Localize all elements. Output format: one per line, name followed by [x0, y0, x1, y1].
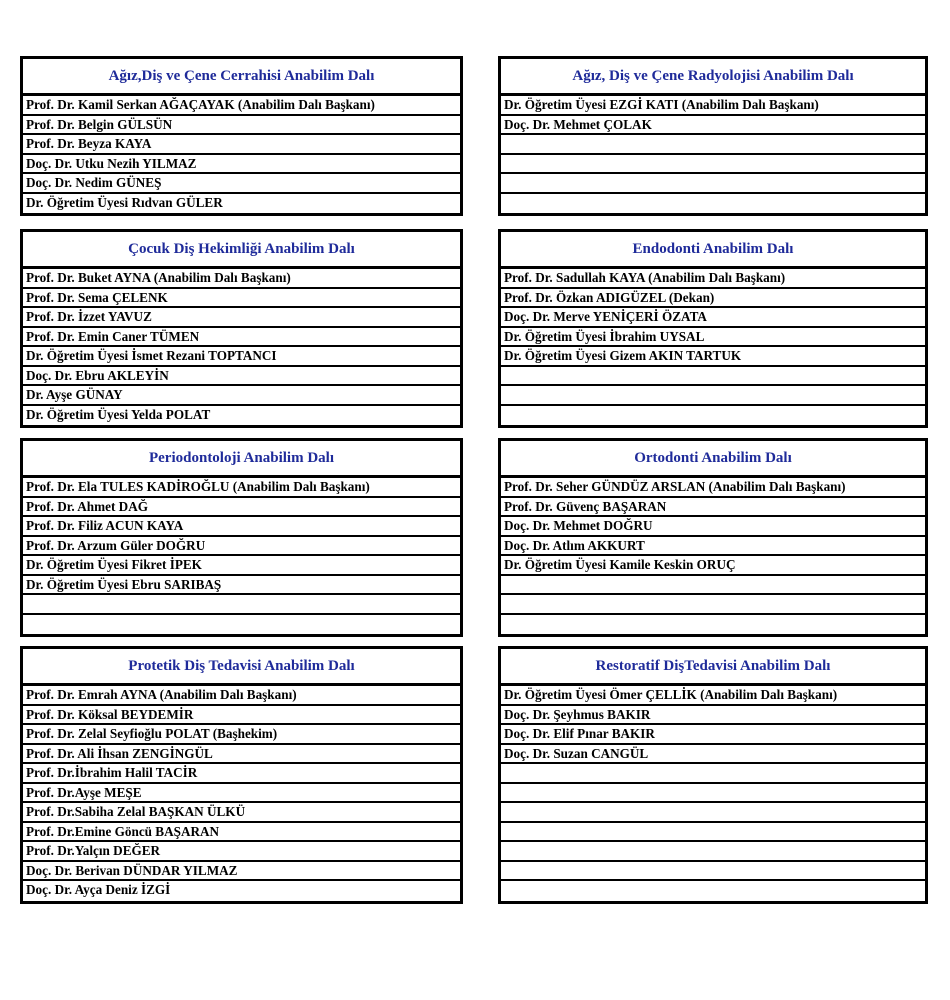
faculty-member-row: Dr. Ayşe GÜNAY: [23, 386, 460, 406]
department-panel: [498, 438, 928, 637]
faculty-member-row: [501, 386, 925, 406]
faculty-member-row: Prof. Dr. Sema ÇELENK: [23, 289, 460, 309]
department-panel: [20, 646, 463, 904]
faculty-member-row: Prof. Dr.Yalçın DEĞER: [23, 842, 460, 862]
faculty-member-row: Prof. Dr. Emrah AYNA (Anabilim Dalı Başkanı): [23, 686, 460, 706]
faculty-member-row: Prof. Dr. Güvenç BAŞARAN: [501, 498, 925, 518]
department-panel: [498, 229, 928, 428]
faculty-member-row: Prof. Dr. Ali İhsan ZENGİNGÜL: [23, 745, 460, 765]
faculty-member-row: [23, 595, 460, 615]
faculty-member-row: Prof. Dr. Ela TULES KADİROĞLU (Anabilim Dalı Başkanı): [23, 478, 460, 498]
faculty-member-row: Prof. Dr. Buket AYNA (Anabilim Dalı Başkanı): [23, 269, 460, 289]
faculty-member-row: [501, 194, 925, 214]
faculty-member-row: Prof. Dr. Beyza KAYA: [23, 135, 460, 155]
faculty-member-row: [501, 823, 925, 843]
faculty-member-row: Dr. Öğretim Üyesi İbrahim UYSAL: [501, 328, 925, 348]
faculty-member-row: [23, 615, 460, 635]
faculty-member-row: Prof. Dr. Köksal BEYDEMİR: [23, 706, 460, 726]
department-title: Restoratif DişTedavisi Anabilim Dalı: [501, 649, 925, 686]
faculty-member-row: Doç. Dr. Berivan DÜNDAR YILMAZ: [23, 862, 460, 882]
faculty-member-row: [501, 135, 925, 155]
department-title: Ağız,Diş ve Çene Cerrahisi Anabilim Dalı: [23, 59, 460, 96]
faculty-member-row: Prof. Dr. Sadullah KAYA (Anabilim Dalı Başkanı): [501, 269, 925, 289]
faculty-member-row: [501, 764, 925, 784]
faculty-member-row: Doç. Dr. Ayça Deniz İZGİ: [26, 882, 171, 897]
department-panel: [20, 56, 463, 216]
faculty-member-row: Prof. Dr. Ahmet DAĞ: [23, 498, 460, 518]
department-title: Protetik Diş Tedavisi Anabilim Dalı: [23, 649, 460, 686]
faculty-member-row: Doç. Dr. Ebru AKLEYİN: [23, 367, 460, 387]
faculty-member-row: Doç. Dr. Şeyhmus BAKIR: [501, 706, 925, 726]
faculty-member-row: Doç. Dr. Mehmet DOĞRU: [501, 517, 925, 537]
faculty-member-row: [501, 367, 925, 387]
faculty-member-row: Prof. Dr. Kamil Serkan AĞAÇAYAK (Anabilim Dalı Başkanı): [23, 96, 460, 116]
department-title: Ağız, Diş ve Çene Radyolojisi Anabilim Dalı: [501, 59, 925, 96]
faculty-member-row: Doç. Dr. Nedim GÜNEŞ: [23, 174, 460, 194]
department-title: Endodonti Anabilim Dalı: [501, 232, 925, 269]
department-panel: [498, 56, 928, 216]
department-title: Ortodonti Anabilim Dalı: [501, 441, 925, 478]
faculty-member-row: Doç. Dr. Mehmet ÇOLAK: [501, 116, 925, 136]
faculty-member-row: Prof. Dr. Belgin GÜLSÜN: [23, 116, 460, 136]
faculty-member-row: Dr. Öğretim Üyesi Gizem AKIN TARTUK: [501, 347, 925, 367]
faculty-member-row: [501, 881, 925, 901]
department-panel: [20, 438, 463, 637]
faculty-member-row: Prof. Dr. Seher GÜNDÜZ ARSLAN (Anabilim Dalı Başkanı): [501, 478, 925, 498]
faculty-member-row: Dr. Öğretim Üyesi Fikret İPEK: [23, 556, 460, 576]
faculty-member-row: Doç. Dr. Suzan CANGÜL: [501, 745, 925, 765]
faculty-member-row: Dr. Öğretim Üyesi EZGİ KATI (Anabilim Dalı Başkanı): [501, 96, 925, 116]
faculty-member-row: Prof. Dr. İzzet YAVUZ: [23, 308, 460, 328]
department-title: Çocuk Diş Hekimliği Anabilim Dalı: [23, 232, 460, 269]
faculty-member-row: [501, 155, 925, 175]
faculty-member-row: Doç. Dr. Merve YENİÇERİ ÖZATA: [501, 308, 925, 328]
faculty-member-row: Prof. Dr. Özkan ADIGÜZEL (Dekan): [501, 289, 925, 309]
faculty-member-row: Dr. Öğretim Üyesi Kamile Keskin ORUÇ: [501, 556, 925, 576]
faculty-member-row: Doç. Dr. Utku Nezih YILMAZ: [23, 155, 460, 175]
faculty-member-row: Prof. Dr.Emine Göncü BAŞARAN: [23, 823, 460, 843]
faculty-member-row: [501, 615, 925, 635]
faculty-member-row: Prof. Dr.İbrahim Halil TACİR: [23, 764, 460, 784]
faculty-member-row: Doç. Dr. Atlım AKKURT: [501, 537, 925, 557]
faculty-member-row: [501, 842, 925, 862]
faculty-member-row: [501, 174, 925, 194]
faculty-member-row: Doç. Dr. Elif Pınar BAKIR: [501, 725, 925, 745]
faculty-member-row: Prof. Dr. Zelal Seyfioğlu POLAT (Başhekim): [23, 725, 460, 745]
faculty-member-row: Prof. Dr. Arzum Güler DOĞRU: [23, 537, 460, 557]
faculty-member-row: [501, 803, 925, 823]
faculty-member-row: Dr. Öğretim Üyesi Yelda POLAT: [26, 406, 211, 422]
department-panel: [498, 646, 928, 904]
faculty-member-row: [501, 406, 925, 426]
faculty-member-row: Dr. Öğretim Üyesi Ebru SARIBAŞ: [23, 576, 460, 596]
faculty-member-row: [501, 595, 925, 615]
faculty-member-row: Prof. Dr. Filiz ACUN KAYA: [23, 517, 460, 537]
department-panel: [20, 229, 463, 428]
department-title: Periodontoloji Anabilim Dalı: [23, 441, 460, 478]
faculty-member-row: Prof. Dr.Ayşe MEŞE: [23, 784, 460, 804]
faculty-member-row: [501, 862, 925, 882]
faculty-member-row: Prof. Dr. Emin Caner TÜMEN: [23, 328, 460, 348]
faculty-member-row: Prof. Dr.Sabiha Zelal BAŞKAN ÜLKÜ: [23, 803, 460, 823]
faculty-member-row: Dr. Öğretim Üyesi İsmet Rezani TOPTANCI: [23, 347, 460, 367]
faculty-member-row: [501, 576, 925, 596]
faculty-member-row: Dr. Öğretim Üyesi Ömer ÇELLİK (Anabilim Dalı Başkanı): [501, 686, 925, 706]
faculty-member-row: [501, 784, 925, 804]
faculty-member-row: Dr. Öğretim Üyesi Rıdvan GÜLER: [26, 194, 223, 210]
